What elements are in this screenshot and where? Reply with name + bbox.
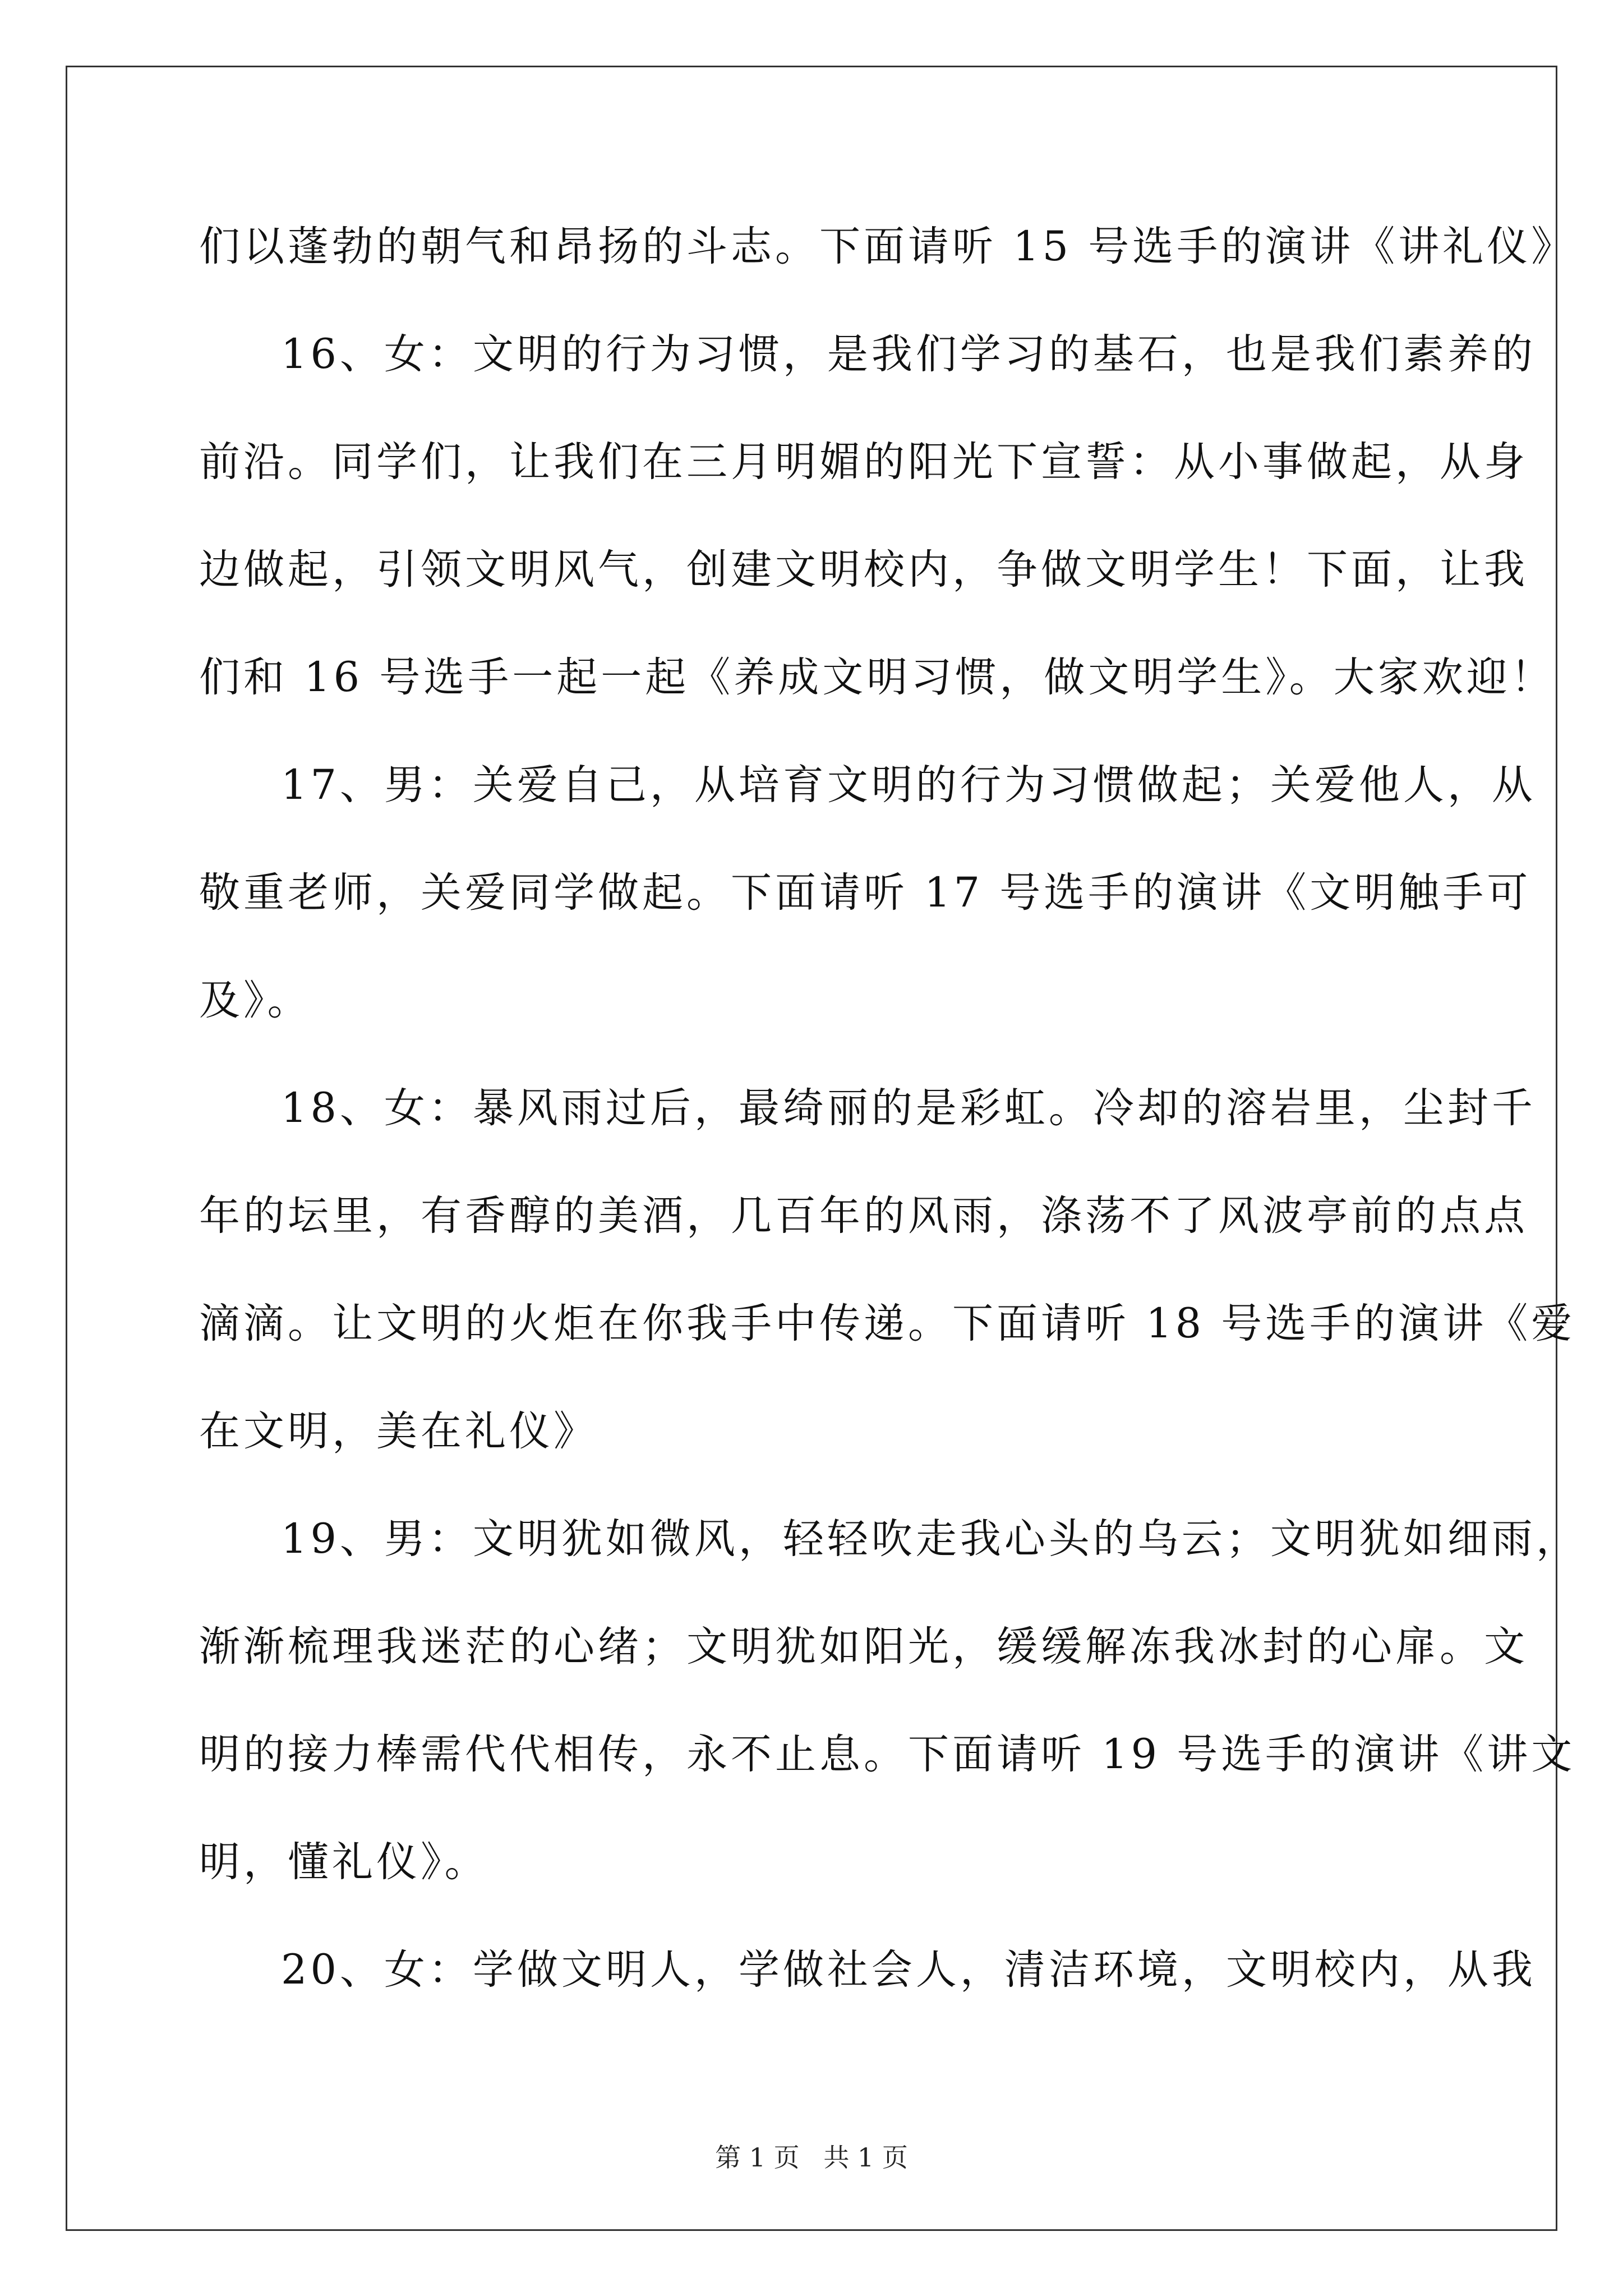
text-line-7: 敬重老师，关爱同学做起。下面请听 17 号选手的演讲《文明触手可 bbox=[199, 869, 1532, 917]
text-line-8: 及》。 bbox=[199, 977, 312, 1024]
text-line-15: 明的接力棒需代代相传，永不止息。下面请听 19 号选手的演讲《讲文 bbox=[199, 1731, 1576, 1778]
text-line-6: 17、男：关爱自己，从培育文明的行为习惯做起；关爱他人，从 bbox=[281, 761, 1536, 809]
text-line-12: 在文明，美在礼仪》 bbox=[199, 1407, 598, 1455]
text-line-3: 前沿。同学们，让我们在三月明媚的阳光下宣誓：从小事做起，从身 bbox=[199, 438, 1528, 486]
page-border bbox=[66, 66, 1557, 2231]
text-line-9: 18、女：暴风雨过后，最绮丽的是彩虹。冷却的溶岩里，尘封千 bbox=[281, 1084, 1536, 1132]
text-line-5: 们和 16 号选手一起一起《养成文明习惯，做文明学生》。大家欢迎！ bbox=[199, 654, 1555, 701]
text-line-4: 边做起，引领文明风气，创建文明校内，争做文明学生！下面，让我 bbox=[199, 546, 1528, 593]
text-line-16: 明，懂礼仪》。 bbox=[199, 1838, 489, 1886]
text-line-14: 渐渐梳理我迷茫的心绪；文明犹如阳光，缓缓解冻我冰封的心扉。文 bbox=[199, 1623, 1528, 1671]
page-number-current: 第 1 页 bbox=[715, 2142, 800, 2173]
text-line-2: 16、女：文明的行为习惯，是我们学习的基石，也是我们素养的 bbox=[281, 330, 1536, 378]
page-footer bbox=[0, 2137, 1623, 2174]
text-line-11: 滴滴。让文明的火炬在你我手中传递。下面请听 18 号选手的演讲《爱 bbox=[199, 1300, 1576, 1347]
text-line-1: 们以蓬勃的朝气和昂扬的斗志。下面请听 15 号选手的演讲《讲礼仪》 bbox=[199, 223, 1576, 270]
page-number-total: 共 1 页 bbox=[823, 2142, 908, 2173]
text-line-10: 年的坛里，有香醇的美酒，几百年的风雨，涤荡不了风波亭前的点点 bbox=[199, 1192, 1528, 1240]
text-line-13: 19、男：文明犹如微风，轻轻吹走我心头的乌云；文明犹如细雨， bbox=[281, 1515, 1580, 1563]
text-line-17: 20、女：学做文明人，学做社会人，清洁环境，文明校内，从我 bbox=[281, 1946, 1536, 1994]
